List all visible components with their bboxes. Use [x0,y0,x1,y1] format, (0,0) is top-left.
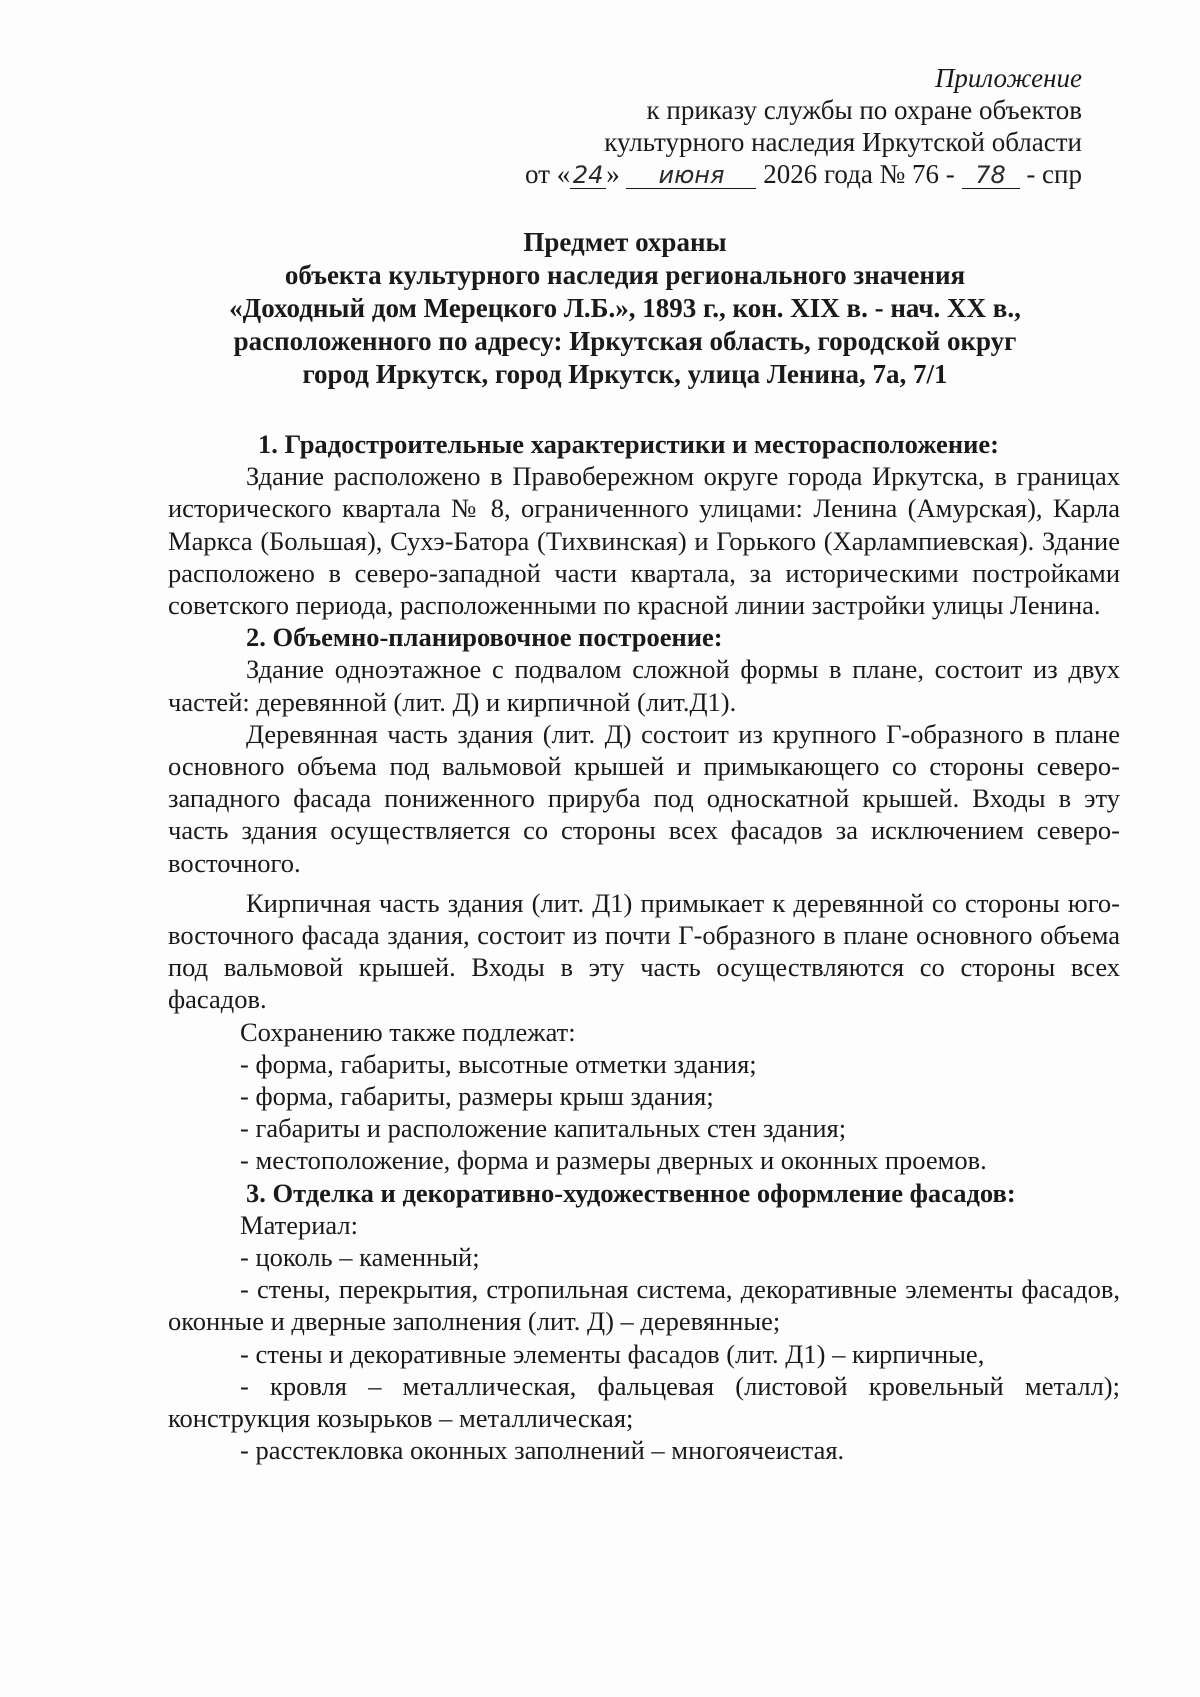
section-1-heading: 1. Градостроительные характеристики и месторасположение: [258,429,999,459]
material-item-2: - стены, перекрытия, стропильная система, декоративные элементы фасадов, оконные и дверные заполнения (лит. Д) – деревянные; [168,1274,1120,1337]
section-2-paragraph-1: Здание одноэтажное с подвалом сложной формы в плане, состоит из двух частей: деревянной (лит. Д) и кирпичной (лит.Д1). [168,654,1120,717]
preserve-item-1: - форма, габариты, высотные отметки здания; [240,1048,757,1079]
order-date-line [525,158,1082,190]
handwritten-month: июня [626,162,756,189]
section-3-heading: 3. Отделка и декоративно-художественное оформление фасадов: [246,1177,1016,1208]
date-year-text: 2026 года № 76 - [763,159,955,189]
order-reference-line: к приказу службы по охране объектов [646,95,1082,125]
material-item-4: - кровля – металлическая, фальцевая (листовой кровельный металл); конструкция козырьков – металлическая; [168,1370,1120,1434]
date-prefix: от « [525,159,571,189]
agency-name-line: культурного наследия Иркутской области [604,127,1082,157]
document-body [168,428,1120,1467]
material-item-5: - расстекловка оконных заполнений – многоячеистая. [240,1435,845,1466]
handwritten-day: 24 [570,162,606,189]
preserve-intro: Сохранению также подлежат: [240,1016,576,1047]
section-2-paragraph-3: Кирпичная часть здания (лит. Д1) примыкает к деревянной со стороны юго-восточного фасада здания, состоит из почти Г-образного в плане основного объема под вальмовой крышей. Входы в эту часть осуществляются со стороны всех фасадов. [168,887,1120,1015]
title-line-3: «Доходный дом Мерецкого Л.Б.», 1893 г., кон. XIX в. - нач. XX в., [229,293,1021,323]
preserve-item-3: - габариты и расположение капитальных стен здания; [240,1113,847,1144]
material-label: Материал: [240,1209,358,1240]
title-line-1: Предмет охраны [523,227,727,257]
title-line-4: расположенного по адресу: Иркутская область, городской округ [233,326,1017,356]
order-suffix: - спр [1026,159,1082,189]
material-item-3: - стены и декоративные элементы фасадов (лит. Д1) – кирпичные, [240,1338,985,1369]
handwritten-order-number: 78 [962,162,1020,189]
title-line-2: объекта культурного наследия регионального значения [284,260,966,290]
section-2-heading: 2. Объемно-планировочное построение: [246,622,723,653]
date-mid: » [606,159,620,189]
preserve-item-4: - местоположение, форма и размеры дверных и оконных проемов. [240,1145,987,1176]
material-item-1: - цоколь – каменный; [240,1242,480,1273]
document-title [160,226,1090,391]
title-line-5: город Иркутск, город Иркутск, улица Ленина, 7а, 7/1 [302,359,948,389]
section-1-text: Здание расположено в Правобережном округе города Иркутска, в границах исторического квартала № 8, ограниченного улицами: Ленина (Амурская), Карла Маркса (Большая), Сухэ-Батора (Тихвинская) и Горького (Харлампиевская). Здание расположено в северо-западной части квартала, за историческими постройками советского периода, расположенными по красной линии застройки улицы Ленина. [168,461,1120,621]
preserve-item-2: - форма, габариты, размеры крыш здания; [240,1081,714,1112]
appendix-header [525,62,1082,190]
appendix-label: Приложение [934,63,1082,93]
section-2-paragraph-2: Деревянная часть здания (лит. Д) состоит из крупного Г-образного в плане основного объема под вальмовой крышей и примыкающего со стороны северо-западного фасада пониженного прируба под односкатной крышей. Входы в эту часть здания осуществляется со стороны всех фасадов за исключением северо-восточного. [168,718,1120,878]
